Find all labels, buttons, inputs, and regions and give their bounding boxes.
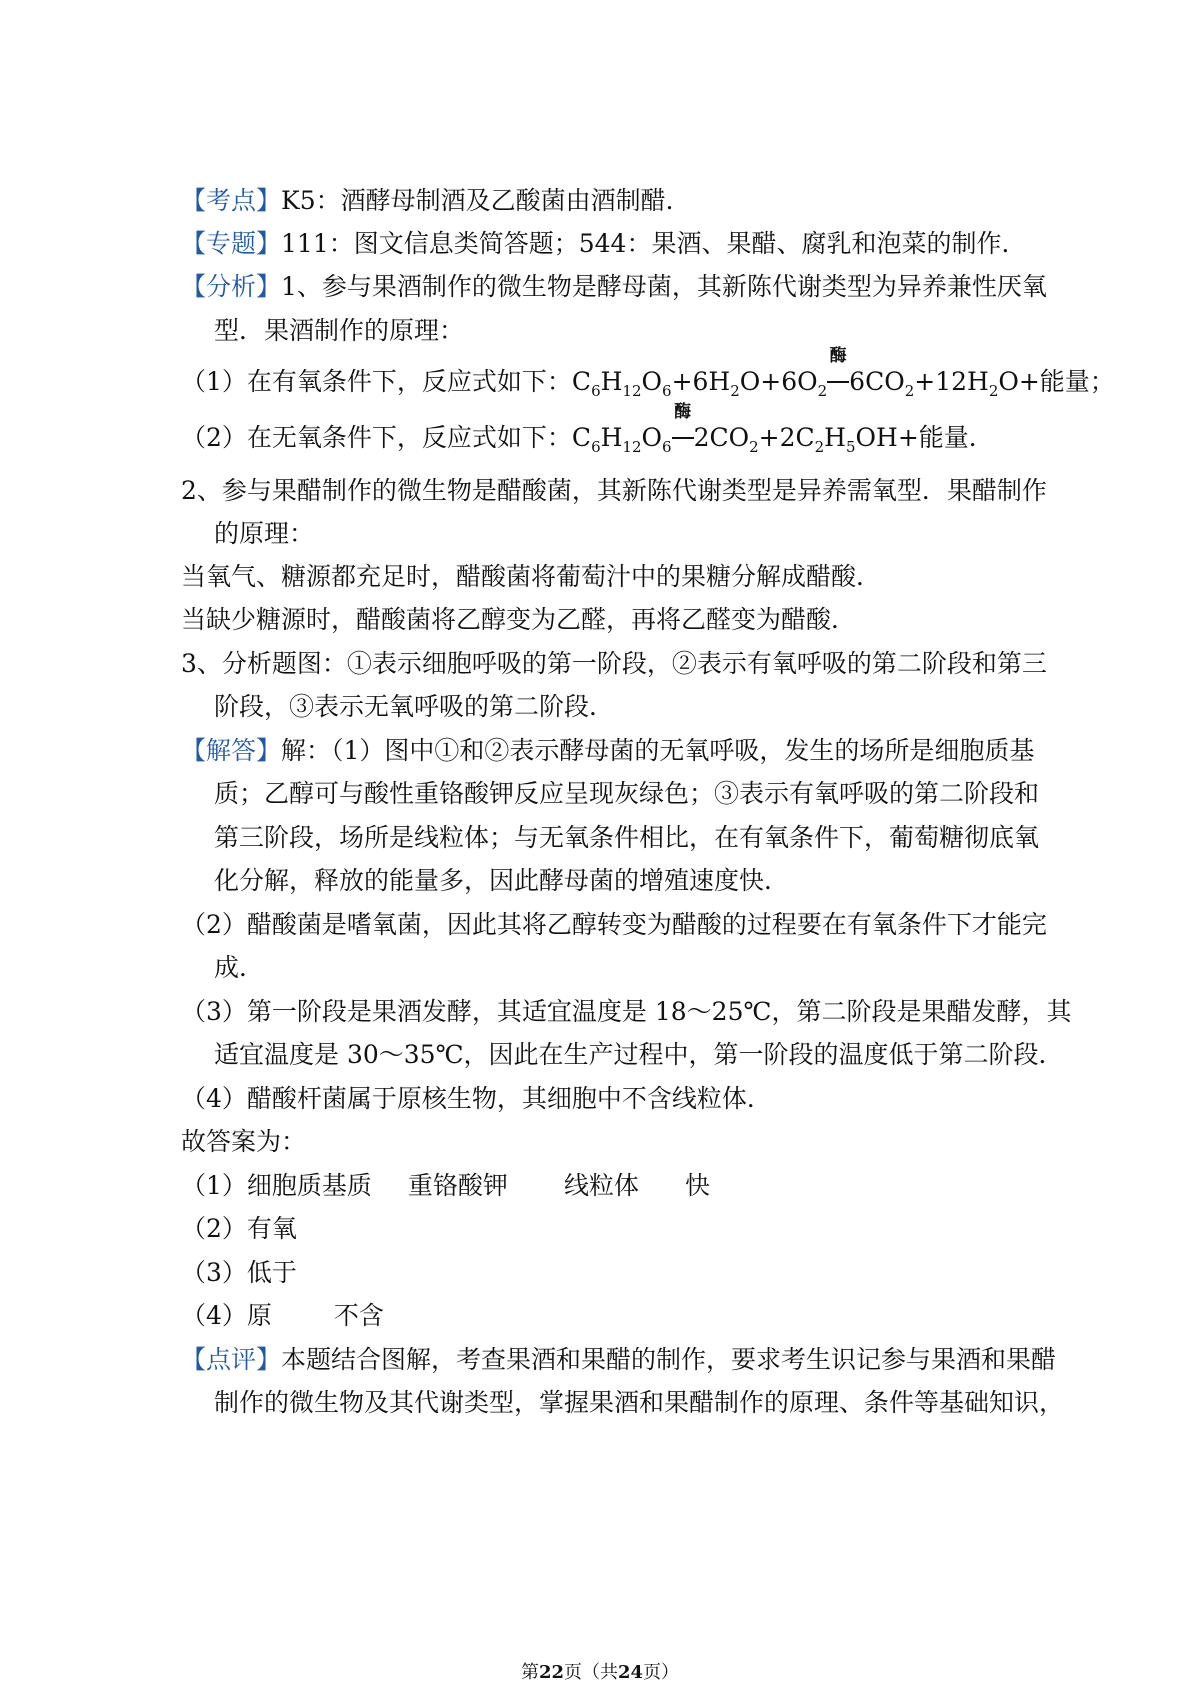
jieda-line-2: 质；乙醇可与酸性重铬酸钾反应呈现灰绿色；③表示有氧呼吸的第二阶段和 — [214, 779, 1040, 808]
answer-1-part-1: （1）细胞质基质 — [181, 1171, 372, 1200]
jieda-line-5: （2）醋酸菌是嗜氧菌，因此其将乙醇转变为醋酸的过程要在有氧条件下才能完 — [181, 910, 1047, 939]
eq2-mid: +2C — [758, 423, 815, 452]
dianping-tag: 【点评】 — [181, 1345, 282, 1374]
zhuanti-line — [181, 229, 1026, 259]
kaodian-tag: 【考点】 — [181, 186, 282, 215]
equation-anaerobic: （2）在无氧条件下，反应式如下：$C_6H_{12}O_6$ 酶 $2CO_2+2C_2H_5OH+$能量． — [181, 402, 994, 456]
fenxi-p2-line-4: 当缺少糖源时，醋酸菌将乙醇变为乙醛，再将乙醛变为醋酸． — [181, 605, 857, 634]
jieda-line-4: 化分解，释放的能量多，因此酵母菌的增殖速度快． — [214, 866, 790, 895]
answer-4-part-2: 不含 — [333, 1301, 384, 1330]
fenxi-tag: 【分析】 — [181, 272, 282, 301]
enzyme-arrow-icon — [672, 402, 694, 453]
fenxi-p3-line-1: 3、分析题图：①表示细胞呼吸的第一阶段，②表示有氧呼吸的第二阶段和第三 — [181, 649, 1047, 678]
zhuanti-text: 111：图文信息类简答题；544：果酒、果醋、腐乳和泡菜的制作． — [281, 229, 1027, 258]
page-number: 22 — [538, 1662, 564, 1683]
answer-1-part-3: 线粒体 — [563, 1171, 639, 1200]
dianping-line-2: 制作的微生物及其代谢类型，掌握果酒和果醋制作的原理、条件等基础知识， — [214, 1388, 1065, 1417]
answer-2: （2）有氧 — [181, 1214, 297, 1243]
page-total: 24 — [618, 1662, 644, 1683]
eq1-tail: 6CO — [849, 367, 905, 396]
eq1-prefix: （1）在有氧条件下，反应式如下： — [181, 367, 572, 396]
fenxi-p2-line-1: 2、参与果醋制作的微生物是醋酸菌，其新陈代谢类型是异养需氧型．果醋制作 — [181, 476, 1047, 505]
page-footer — [0, 1662, 1200, 1684]
eq1-end: +12H — [914, 367, 989, 396]
dianping-line-1 — [181, 1345, 1056, 1375]
eq2-prefix: （2）在无氧条件下，反应式如下： — [181, 423, 572, 452]
eq2-end: OH+能量． — [855, 423, 994, 452]
enzyme-arrow-icon — [827, 346, 849, 397]
eq1-final: O+能量； — [998, 367, 1115, 396]
answer-intro: 故答案为： — [181, 1127, 307, 1156]
eq2-tail: 2CO — [693, 423, 750, 452]
fenxi-p2-line-2: 的原理： — [214, 519, 315, 548]
jieda-line-8: 适宜温度是 30～35℃，因此在生产过程中，第一阶段的温度低于第二阶段． — [214, 1040, 1064, 1069]
answer-1-part-2: 重铬酸钾 — [407, 1171, 508, 1200]
jieda-tag: 【解答】 — [181, 736, 282, 765]
fenxi-p3-line-2: 阶段，③表示无氧呼吸的第二阶段． — [214, 692, 615, 721]
jieda-line-6: 成． — [214, 953, 265, 982]
kaodian-line — [181, 186, 691, 216]
kaodian-text: K5：酒酵母制酒及乙酸菌由酒制醋． — [281, 186, 691, 215]
dianping-text-1: 本题结合图解，考查果酒和果醋的制作，要求考生识记参与果酒和果醋 — [281, 1345, 1057, 1374]
jieda-line-3: 第三阶段，场所是线粒体；与无氧条件相比，在有氧条件下，葡萄糖彻底氧 — [214, 823, 1040, 852]
answer-4-part-1: （4）原 — [181, 1301, 272, 1330]
fenxi-p2-line-3: 当氧气、糖源都充足时，醋酸菌将葡萄汁中的果糖分解成醋酸． — [181, 562, 882, 591]
footer-mid: 页（共 — [564, 1662, 618, 1683]
jieda-line-9: （4）醋酸杆菌属于原核生物，其细胞中不含线粒体． — [181, 1084, 772, 1113]
zhuanti-tag: 【专题】 — [181, 229, 282, 258]
fenxi-line-1 — [181, 272, 1047, 302]
enzyme-label: 酶 — [674, 402, 692, 422]
fenxi-line-2: 型．果酒制作的原理： — [214, 316, 465, 345]
enzyme-label: 酶 — [829, 346, 847, 366]
answer-4 — [181, 1301, 384, 1331]
answer-3: （3）低于 — [181, 1258, 297, 1287]
answer-1-part-4: 快 — [684, 1171, 710, 1200]
equation-aerobic: （1）在有氧条件下，反应式如下：$C_6H_{12}O_6+6H_2O+6O_2$ 酶 $6CO_2+12H_2O+$能量； — [181, 346, 1115, 400]
jieda-text-1: 解：（1）图中①和②表示酵母菌的无氧呼吸，发生的场所是细胞质基 — [281, 736, 1035, 765]
jieda-line-1 — [181, 736, 1034, 766]
footer-suffix: 页） — [643, 1662, 680, 1683]
fenxi-text-1: 1、参与果酒制作的微生物是酵母菌，其新陈代谢类型为异养兼性厌氧 — [281, 272, 1047, 301]
footer-prefix: 第 — [520, 1662, 539, 1683]
jieda-line-7: （3）第一阶段是果酒发酵，其适宜温度是 18～25℃，第二阶段是果醋发酵，其 — [181, 997, 1072, 1026]
answer-1 — [181, 1171, 710, 1201]
